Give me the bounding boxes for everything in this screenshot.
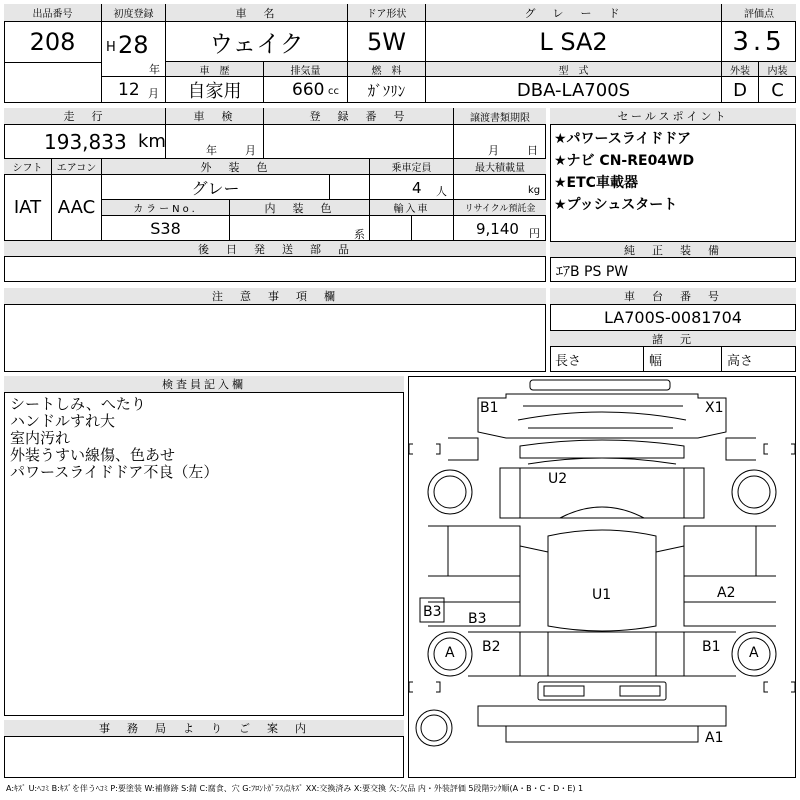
transfer-header: 譲渡書類期限 <box>454 108 546 125</box>
int-color-unit: 系 <box>354 228 365 241</box>
first-reg-header: 初度登録 <box>102 4 166 22</box>
ac: AAC <box>52 175 102 241</box>
dims-height: 高さ <box>727 354 754 369</box>
sales-point: ★プッシュスタート <box>554 197 678 213</box>
dims-length-cell <box>550 347 644 372</box>
regno-header: 登 録 番 号 <box>264 108 454 125</box>
transfer-day-unit: 日 <box>527 144 538 157</box>
sales-points-header: セールスポイント <box>550 108 796 125</box>
displacement: 660 <box>292 80 325 100</box>
color-no: S38 <box>102 216 230 241</box>
disp-header: 排気量 <box>264 62 348 77</box>
load-unit: kg <box>528 185 541 196</box>
load-header: 最大積載量 <box>454 159 546 175</box>
score-header: 評価点 <box>722 4 796 22</box>
inspector-note: 外装うすい線傷、色あせ <box>10 446 176 464</box>
capacity: 4 <box>412 179 422 197</box>
damage-label: U1 <box>592 587 612 603</box>
score: 3.5 <box>722 22 796 62</box>
inspector-note: シートしみ、へたり <box>10 395 146 413</box>
chassis-header: 車 台 番 号 <box>550 288 796 305</box>
disp-unit: cc <box>328 86 339 97</box>
damage-label: B3 <box>468 611 487 627</box>
year-unit: 年 <box>149 63 160 76</box>
grade-header: グ レ ー ド <box>426 4 722 22</box>
door-type: 5W <box>348 22 426 62</box>
door-header: ドア形状 <box>348 4 426 22</box>
ext-color-extra <box>330 175 370 200</box>
model: DBA-LA700S <box>426 77 722 103</box>
ac-header: エアコン <box>52 159 102 175</box>
notes-header: 注 意 事 項 欄 <box>4 288 546 305</box>
int-color-header: 内 装 色 <box>230 200 370 216</box>
dims-length: 長さ <box>555 354 582 369</box>
damage-label: B1 <box>702 639 721 655</box>
damage-label: X1 <box>705 400 724 416</box>
lot-blank <box>4 62 102 103</box>
history: 自家用 <box>166 77 264 103</box>
history-header: 車 歴 <box>166 62 264 77</box>
damage-label: A1 <box>705 730 724 746</box>
recycle-header: リサイクル預託金 <box>454 200 546 216</box>
int-color-cell <box>230 216 370 241</box>
insp-month-unit: 月 <box>245 144 256 157</box>
recycle: 9,140 <box>476 220 519 238</box>
legend: A:ｷｽﾞ U:ﾍｺﾐ B:ｷｽﾞを伴うﾍｺﾐ P:要塗装 W:補修跡 S:錆 C:腐食、穴 G:ﾌﾛﾝﾄｶﾞﾗｽ点ｷｽﾞ XX:交換済み X:要交換 欠:欠品 内・外装評価 5段階ﾗﾝｸ順(A・B・C・D・E) 1 <box>6 784 584 793</box>
mileage-header: 走 行 <box>4 108 166 125</box>
inspector-note: 室内汚れ <box>10 429 71 447</box>
damage-label: U2 <box>548 471 568 487</box>
shift-header: シフト <box>4 159 52 175</box>
reg-year: 28 <box>118 31 149 59</box>
sales-point: ★ナビ CN-RE04WD <box>554 153 695 169</box>
mileage: 193,833 <box>44 130 127 154</box>
fuel: ｶﾞｿﾘﾝ <box>348 77 426 103</box>
era: H <box>106 40 116 55</box>
color-no-header: カラーNo. <box>102 200 230 216</box>
chassis-number: LA700S-0081704 <box>550 305 796 331</box>
dims-width: 幅 <box>649 354 663 369</box>
damage-label: A2 <box>717 585 736 601</box>
lot-header: 出品番号 <box>4 4 102 22</box>
damage-label: A <box>749 645 759 661</box>
model-header: 型 式 <box>426 62 722 77</box>
mileage-unit: km <box>138 131 166 152</box>
capacity-unit: 人 <box>436 185 447 198</box>
int-score: C <box>771 79 784 101</box>
fuel-header: 燃 料 <box>348 62 426 77</box>
dims-width-cell <box>644 347 722 372</box>
damage-label: B3 <box>423 604 442 620</box>
inspector-note: パワースライドドア不良（左） <box>10 463 219 481</box>
recycle-unit: 円 <box>529 227 540 240</box>
import-header: 輸入車 <box>370 200 454 216</box>
sales-point: ★パワースライドドア <box>554 131 692 147</box>
damage-label: B1 <box>480 400 499 416</box>
reg-month: 12 <box>118 80 140 100</box>
office-header: 事 務 局 よ り ご 案 内 <box>4 720 404 737</box>
name-header: 車 名 <box>166 4 348 22</box>
int-header: 内装 <box>759 62 796 77</box>
equipment: ｴｱB PS PW <box>556 264 629 280</box>
capacity-header: 乗車定員 <box>370 159 454 175</box>
dims-height-cell <box>722 347 796 372</box>
import-b <box>412 216 454 241</box>
later-parts-header: 後 日 発 送 部 品 <box>4 241 546 257</box>
lot-number: 208 <box>4 22 102 62</box>
shift: IAT <box>4 175 52 241</box>
month-unit: 月 <box>148 87 159 100</box>
sales-point: ★ETC車載器 <box>554 175 638 191</box>
transfer-month-unit: 月 <box>488 144 499 157</box>
regno-cell <box>264 125 454 159</box>
inspector-note: ハンドルすれ大 <box>10 412 116 430</box>
dims-header: 諸 元 <box>550 331 796 347</box>
inspector-header: 検査員記入欄 <box>4 376 404 393</box>
color-header: 外 装 色 <box>102 159 370 175</box>
car-name: ウェイク <box>166 22 348 62</box>
inspector-notes <box>10 396 218 481</box>
car-diagram <box>408 376 796 778</box>
grade: L SA2 <box>426 22 722 62</box>
inspection-header: 車 検 <box>166 108 264 125</box>
sales-points-list <box>554 128 694 216</box>
ext-header: 外装 <box>722 62 759 77</box>
ext-score: D <box>722 77 759 103</box>
insp-year-unit: 年 <box>206 144 217 157</box>
equipment-header: 純 正 装 備 <box>550 241 796 258</box>
ext-color: グレー <box>102 175 330 200</box>
import-a <box>370 216 412 241</box>
damage-label: B2 <box>482 639 501 655</box>
damage-label: A <box>445 645 455 661</box>
